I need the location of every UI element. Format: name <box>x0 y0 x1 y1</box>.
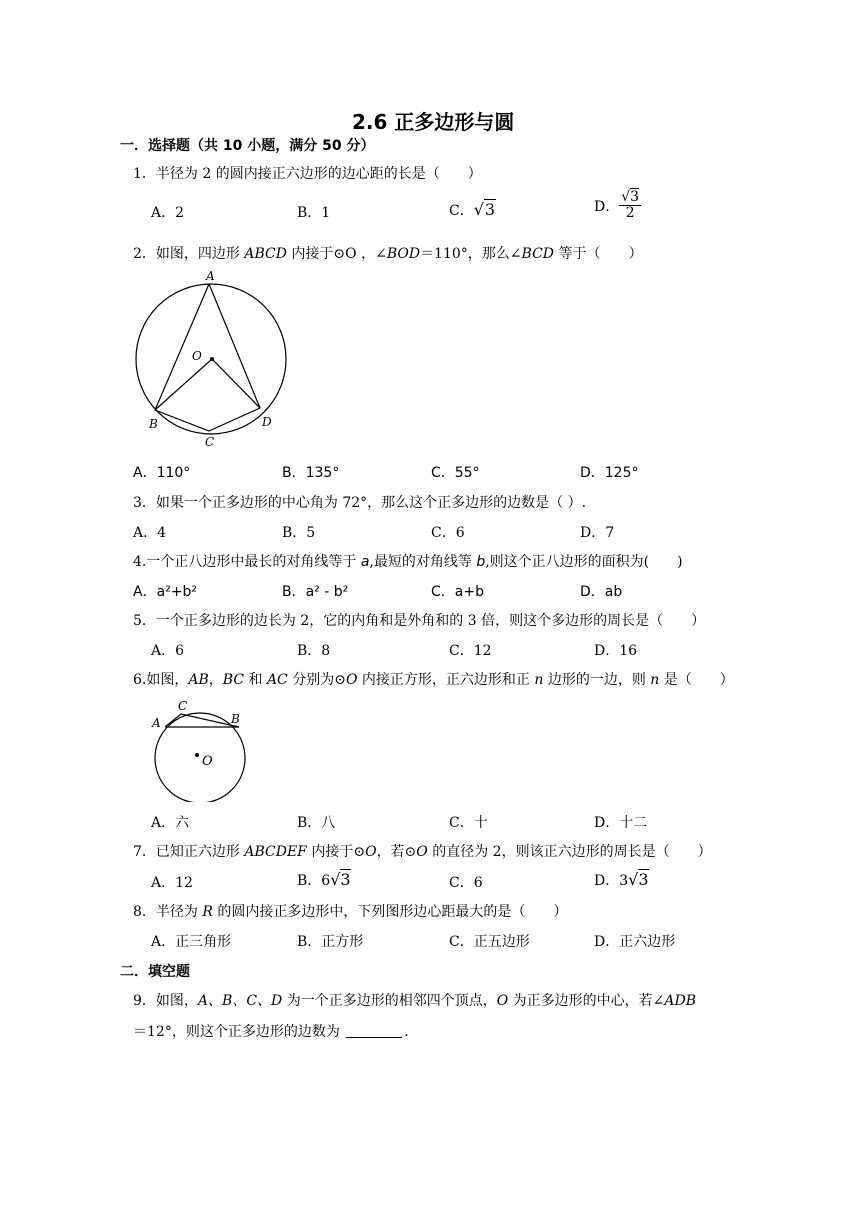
q8-option-a: A．正三角形 <box>151 934 232 950</box>
q1-option-c: C．√3 <box>449 200 496 219</box>
q2-option-a: A．110° <box>133 465 191 481</box>
q4-option-a: A．a²+b² <box>133 584 197 600</box>
question-1: 1．半径为 2 的圆内接正六边形的边心距的长是（ ） <box>133 166 482 182</box>
q2-option-b: B．135° <box>282 465 340 481</box>
q2-center-dot <box>210 357 214 361</box>
q2-label-b: B <box>149 417 158 431</box>
section-heading-fill: 二．填空题 <box>120 964 190 980</box>
q8-option-d: D．正六边形 <box>594 934 676 950</box>
question-2: 2．如图，四边形 ABCD 内接于⊙O ，∠BOD＝110°，那么∠BCD 等于（ ） <box>133 246 643 262</box>
q1-option-a: A．2 <box>151 205 185 221</box>
q2-radii <box>155 359 260 410</box>
question-6: 6.如图，AB，BC 和 AC 分别为⊙O 内接正方形，正六边形和正 n 边形的一边，则 n 是（ ） <box>133 672 734 688</box>
question-9: 9．如图，A、B、C、D 为一个正多边形的相邻四个顶点，O 为正多边形的中心，若∠ADB <box>133 993 697 1009</box>
q4-option-d: D．ab <box>580 584 623 600</box>
q7-option-a: A．12 <box>151 875 193 891</box>
q2-label-c: C <box>205 435 215 448</box>
q1-option-d: D． $\frac{√3}{2}$ <box>594 189 640 222</box>
q4-option-c: C．a+b <box>431 584 484 600</box>
q8-option-b: B．正方形 <box>297 934 364 950</box>
q6-label-c: C <box>178 699 188 713</box>
question-3: 3．如果一个正多边形的中心角为 72°，那么这个正多边形的边数是（ ）. <box>133 495 587 511</box>
q5-option-d: D．16 <box>594 643 638 659</box>
q2-option-c: C．55° <box>431 465 480 481</box>
q6-option-b: B．八 <box>297 815 336 831</box>
q6-figure <box>145 697 275 802</box>
q5-option-a: A．6 <box>151 643 185 659</box>
q1-option-b: B．1 <box>297 205 331 221</box>
q2-label-a: A <box>206 269 215 283</box>
q3-option-c: C．6 <box>431 525 465 541</box>
q3-option-b: B．5 <box>282 525 316 541</box>
q6-option-a: A．六 <box>151 815 190 831</box>
q2-option-d: D．125° <box>580 465 639 481</box>
question-4: 4.一个正八边形中最长的对角线等于 a,最短的对角线等 b,则这个正八边形的面积为( ) <box>133 554 683 570</box>
q2-figure <box>130 268 300 448</box>
section-heading-choice: 一．选择题（共 10 小题，满分 50 分） <box>120 138 375 154</box>
q2-label-d: D <box>262 415 272 429</box>
q3-option-a: A．4 <box>133 525 167 541</box>
q7-option-b: B．6√3 <box>297 870 351 889</box>
q6-label-b: B <box>231 712 240 726</box>
q6-label-o: O <box>202 754 213 769</box>
question-5: 5．一个正多边形的边长为 2，它的内角和是外角和的 3 倍，则这个多边形的周长是（ ） <box>133 613 706 629</box>
q6-option-d: D．十二 <box>594 815 648 831</box>
q3-option-d: D．7 <box>580 525 615 541</box>
question-7: 7．已知正六边形 ABCDEF 内接于⊙O，若⊙O 的直径为 2，则该正六边形的周长是（ ） <box>133 844 712 860</box>
q5-option-c: C．12 <box>449 643 492 659</box>
page-title: 2.6 正多边形与圆 <box>352 110 515 134</box>
q2-quadrilateral <box>155 284 260 431</box>
q6-circle <box>155 713 245 802</box>
q6-label-a: A <box>152 716 161 730</box>
q8-option-c: C．正五边形 <box>449 934 530 950</box>
question-9-line2: ＝12°，则这个正多边形的边数为 . <box>133 1024 409 1040</box>
q2-label-o: O <box>192 349 202 363</box>
answer-blank[interactable] <box>346 1024 402 1038</box>
q7-option-d: D．3√3 <box>594 870 649 889</box>
q5-option-b: B．8 <box>297 643 331 659</box>
question-8: 8．半径为 R 的圆内接正多边形中，下列图形边心距最大的是（ ） <box>133 904 568 920</box>
q7-option-c: C．6 <box>449 875 483 891</box>
q6-option-c: C．十 <box>449 815 488 831</box>
q6-center-dot <box>195 753 199 757</box>
q4-option-b: B．a² - b² <box>282 584 349 600</box>
